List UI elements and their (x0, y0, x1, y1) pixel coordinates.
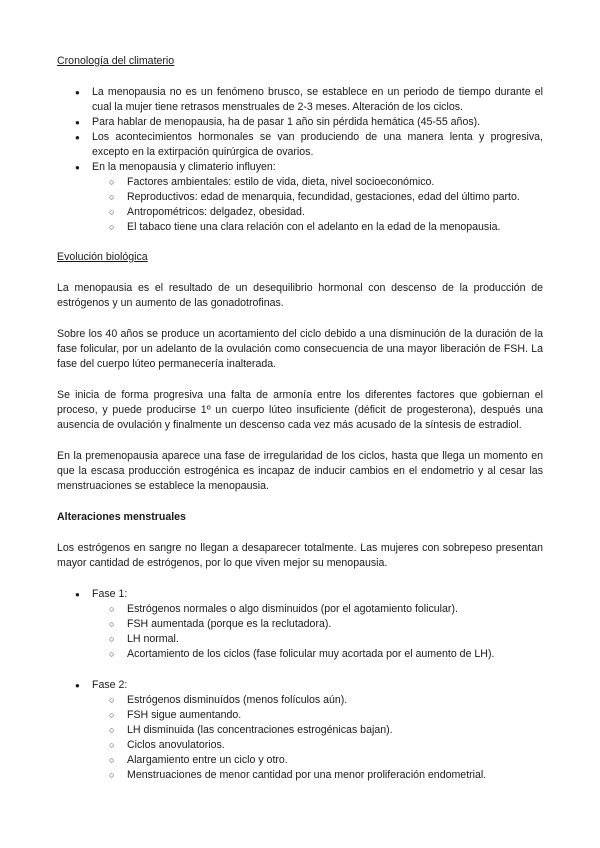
sub-list-item: ○ Ciclos anovulatorios. (92, 738, 543, 753)
section-title-alteraciones: Alteraciones menstruales (57, 511, 186, 523)
sub-list-item: ○ Antropométricos: delgadez, obesidad. (92, 205, 543, 220)
phase1-label: Fase 1: (92, 588, 128, 600)
phase2-sub-list (92, 693, 543, 783)
sub-list-item: ○ Estrógenos disminuídos (menos folículos aún). (92, 693, 543, 708)
paragraph: Los estrógenos en sangre no llegan a desaparecer totalmente. Las mujeres con sobrepeso presentan mayor cantidad de estrógenos, por lo que viven mejor su menopausia. (57, 542, 543, 569)
sub-list-item: ○ FSH sigue aumentando. (92, 708, 543, 723)
sub-list-item: ○ LH disminuida (las concentraciones estrogénicas bajan). (92, 723, 543, 738)
list-item (57, 678, 543, 783)
list-item (57, 160, 543, 235)
paragraph: La menopausia es el resultado de un desequilibrio hormonal con descenso de la producción de estrógenos y un aumento de las gonadotrofinas. (57, 282, 543, 309)
sub-list-item: ○ Estrógenos normales o algo disminuidos (por el agotamiento folicular). (92, 602, 543, 617)
paragraph: Sobre los 40 años se produce un acortamiento del ciclo debido a una disminución de la duración de la fase folicular, por un adelanto de la ovulación como consecuencia de una mayor liberación de FSH. La fase del cuerpo lúteo permanecería inalterada. (57, 328, 543, 370)
phase2-label: Fase 2: (92, 679, 128, 691)
phase2-list (57, 678, 543, 783)
list-item: ● La menopausia no es un fenómeno brusco, se establece en un periodo de tiempo durante el cual la mujer tiene retrasos menstruales de 2-3 meses. Alteración de los ciclos. (57, 85, 543, 115)
sub-list-item: ○ LH normal. (92, 632, 543, 647)
sub-list-item: ○ Factores ambientales: estilo de vida, dieta, nivel socioeconómico. (92, 175, 543, 190)
section-title-evolucion: Evolución biológica (57, 251, 148, 263)
phase1-sub-list (92, 602, 543, 662)
sub-list-item: ○ Menstruaciones de menor cantidad por una menor proliferación endometrial. (92, 768, 543, 783)
section-title-cronologia: Cronología del climaterio (57, 55, 175, 67)
list-item (57, 587, 543, 662)
sub-list-item: ○ Acortamiento de los ciclos (fase folicular muy acortada por el aumento de LH). (92, 647, 543, 662)
paragraph: Se inicia de forma progresiva una falta de armonía entre los diferentes factores que gobiernan el proceso, y puede producirse 1º un cuerpo lúteo insuficiente (déficit de progesterona), después una ausencia de ovulación y finalmente un descenso cada vez más acusado de la síntesis de estradiol. (57, 389, 543, 431)
phase1-list (57, 587, 543, 662)
influences-sub-list (92, 175, 543, 235)
cronologia-bullet-list (57, 85, 543, 235)
sub-list-item: ○ Alargamiento entre un ciclo y otro. (92, 753, 543, 768)
sub-list-item: ○ El tabaco tiene una clara relación con el adelanto en la edad de la menopausia. (92, 220, 543, 235)
sub-list-item: ○ Reproductivos: edad de menarquia, fecundidad, gestaciones, edad del último parto. (92, 190, 543, 205)
paragraph: En la premenopausia aparece una fase de irregularidad de los ciclos, hasta que llega un momento en que la escasa producción estrogénica es incapaz de inducir cambios en el endometrio y al cesar las menstruaciones se establece la menopausia. (57, 450, 543, 492)
list-item-text: En la menopausia y climaterio influyen: (92, 161, 276, 173)
list-item: ● Para hablar de menopausia, ha de pasar 1 año sin pérdida hemática (45-55 años). (57, 115, 543, 130)
sub-list-item: ○ FSH aumentada (porque es la reclutadora). (92, 617, 543, 632)
list-item: ● Los acontecimientos hormonales se van produciendo de una manera lenta y progresiva, excepto en la extirpación quirúrgica de ovarios. (57, 130, 543, 160)
